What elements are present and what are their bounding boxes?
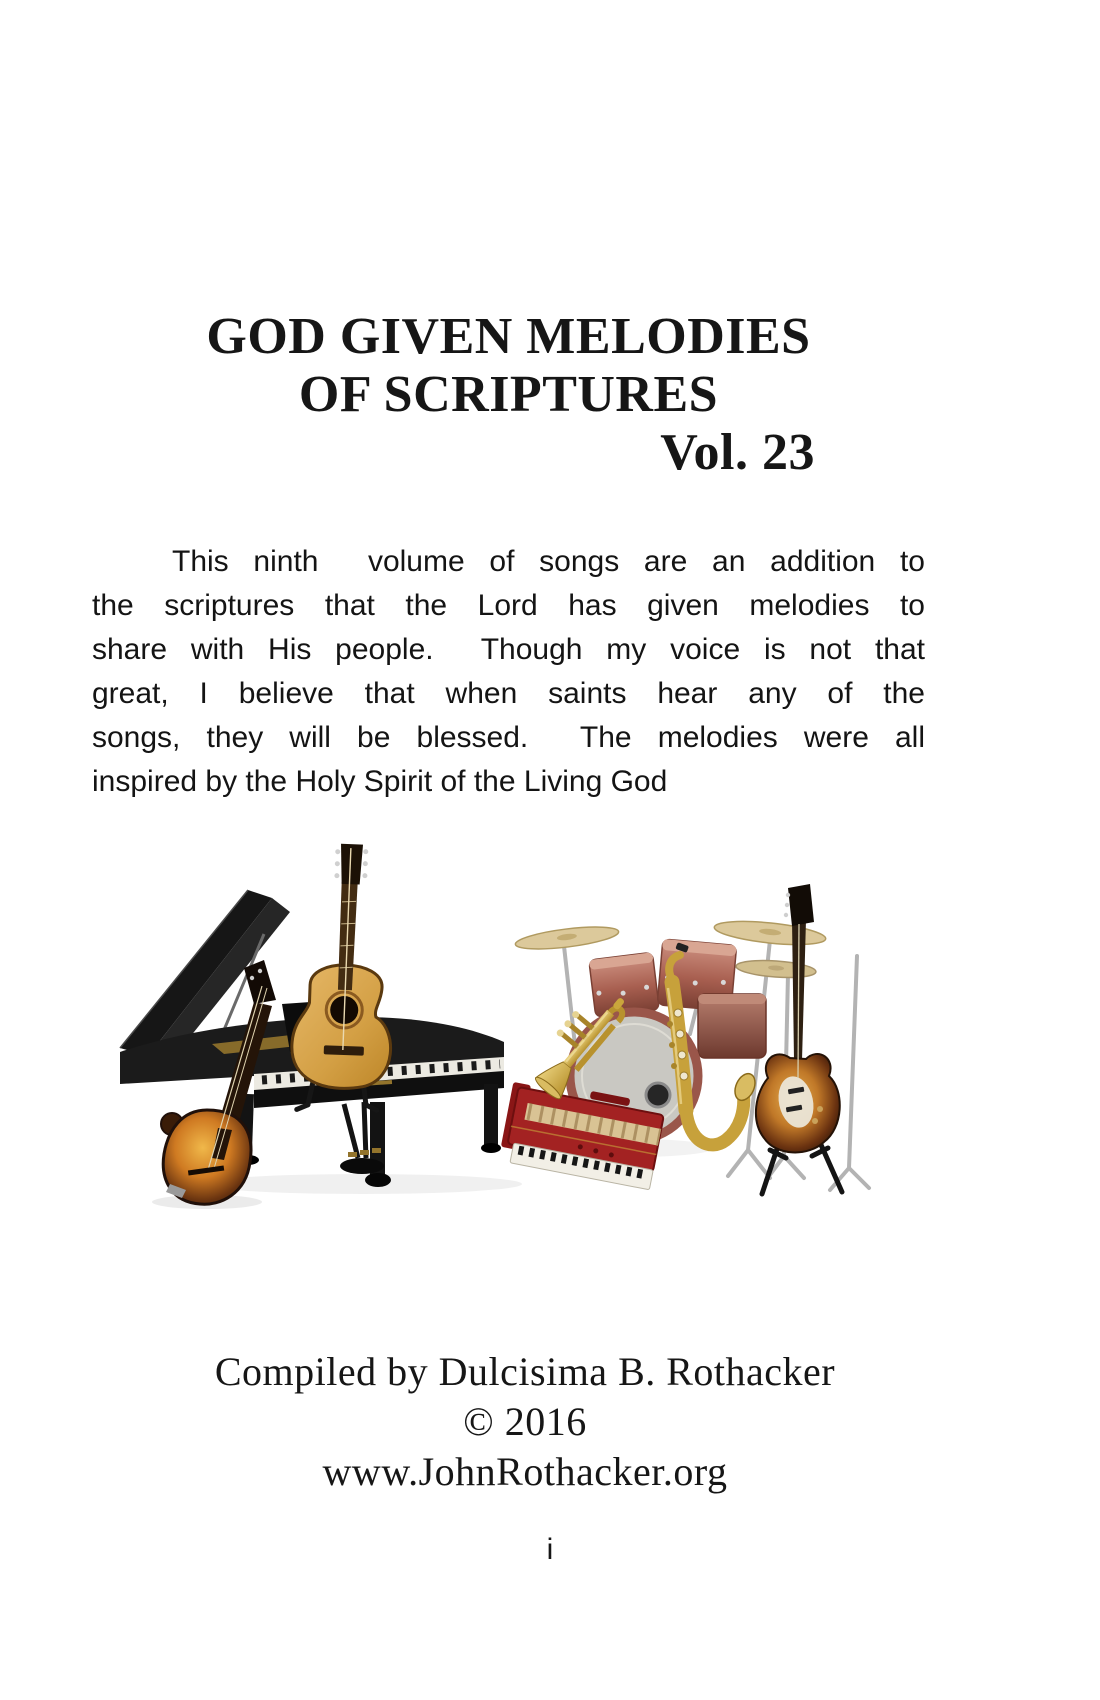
intro-paragraph [92, 540, 925, 804]
acoustic-guitar-illustration [290, 842, 398, 1112]
website-line: www.JohnRothacker.org [322, 1449, 728, 1494]
paragraph-line: songs, they will be blessed. The melodies were all [92, 721, 925, 754]
rack-tom [589, 952, 660, 1017]
page-title-line2: OF SCRIPTURES [298, 366, 719, 423]
footer-block [90, 1347, 960, 1497]
paragraph-line: the scriptures that the Lord has given melodies to [92, 589, 925, 622]
copyright-line: © 2016 [463, 1399, 587, 1444]
floor-tom [698, 994, 766, 1058]
paragraph-line: This ninth volume of songs are an addition to [172, 545, 925, 578]
paragraph-line: great, I believe that when saints hear any of the [92, 677, 925, 710]
volume-label: Vol. 23 [660, 424, 815, 481]
compiled-by-line: Compiled by Dulcisima B. Rothacker [214, 1349, 836, 1394]
page-number: i [546, 1533, 554, 1566]
shadow [202, 1174, 522, 1194]
page-title-line1: GOD GIVEN MELODIES [206, 308, 811, 365]
crash-cymbal [514, 923, 619, 954]
paragraph-line: inspired by the Holy Spirit of the Living God [92, 765, 668, 798]
instruments-image [112, 838, 882, 1213]
title-block [92, 308, 925, 482]
paragraph-line: share with His people. Though my voice is not that [92, 633, 925, 666]
